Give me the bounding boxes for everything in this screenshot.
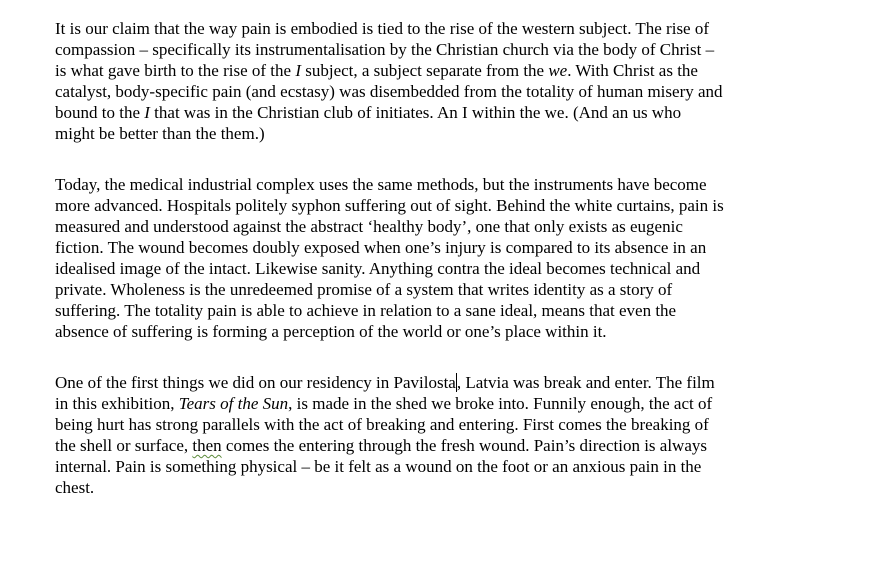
text-run: might be better than the them.) bbox=[55, 124, 265, 143]
text-run: idealised image of the intact. Likewise sanity. Anything contra the ideal becomes technical and bbox=[55, 259, 701, 278]
text-line bbox=[55, 477, 830, 498]
text-run: in this exhibition, bbox=[55, 394, 179, 413]
text-line bbox=[55, 81, 830, 102]
text-run: is what gave birth to the rise of the bbox=[55, 61, 296, 80]
text-line bbox=[55, 393, 830, 414]
text-run: absence of suffering is forming a perception of the world or one’s place within it. bbox=[55, 322, 607, 341]
text-line bbox=[55, 435, 830, 456]
text-run: more advanced. Hospitals politely syphon suffering out of sight. Behind the white curtains, pain is bbox=[55, 196, 724, 215]
text-line bbox=[55, 102, 830, 123]
text-run: . With Christ as the bbox=[567, 61, 698, 80]
text-run: private. Wholeness is the unredeemed promise of a system that writes identity as a story of bbox=[55, 280, 673, 299]
text-run: bound to the bbox=[55, 103, 145, 122]
text-run: measured and understood against the abstract ‘healthy body’, one that only exists as eugenic bbox=[55, 217, 683, 236]
text-run: , Latvia was break and enter. The film bbox=[456, 373, 715, 392]
text-run: chest. bbox=[55, 478, 95, 497]
text-run: internal. Pain is something physical – be it felt as a wound on the foot or an anxious pain in the bbox=[55, 457, 702, 476]
text-line bbox=[55, 195, 830, 216]
text-run: catalyst, body-specific pain (and ecstasy) was disembedded from the totality of human misery and bbox=[55, 82, 723, 101]
text-run: , is made in the shed we broke into. Funnily enough, the act of bbox=[288, 394, 713, 413]
text-line bbox=[55, 216, 830, 237]
text-line bbox=[55, 321, 830, 342]
italic-text: I bbox=[144, 103, 150, 122]
text-run: Today, the medical industrial complex uses the same methods, but the instruments have become bbox=[55, 175, 707, 194]
text-line bbox=[55, 372, 830, 393]
paragraph-2 bbox=[55, 174, 830, 342]
text-line bbox=[55, 174, 830, 195]
text-line bbox=[55, 456, 830, 477]
italic-text: we bbox=[548, 61, 568, 80]
text-run: comes the entering through the fresh wound. Pain’s direction is always bbox=[221, 436, 707, 455]
text-line bbox=[55, 237, 830, 258]
text-line bbox=[55, 39, 830, 60]
text-run: suffering. The totality pain is able to achieve in relation to a sane ideal, means that even the bbox=[55, 301, 677, 320]
text-run: fiction. The wound becomes doubly exposed when one’s injury is compared to its absence in an bbox=[55, 238, 707, 257]
text-line bbox=[55, 258, 830, 279]
text-run: the shell or surface, bbox=[55, 436, 193, 455]
text-line bbox=[55, 279, 830, 300]
text-run: being hurt has strong parallels with the act of breaking and entering. First comes the breaking of bbox=[55, 415, 709, 434]
italic-text: Tears of the Sun bbox=[178, 394, 289, 413]
text-run: compassion – specifically its instrumentalisation by the Christian church via the body of Christ – bbox=[55, 40, 715, 59]
paragraph-1 bbox=[55, 18, 830, 144]
text-run: subject, a subject separate from the bbox=[300, 61, 549, 80]
paragraph-3 bbox=[55, 372, 830, 498]
text-run: It is our claim that the way pain is embodied is tied to the rise of the western subject. The rise of bbox=[55, 19, 710, 38]
italic-text: I bbox=[295, 61, 301, 80]
document-body[interactable] bbox=[55, 18, 830, 498]
text-line bbox=[55, 60, 830, 81]
text-line bbox=[55, 18, 830, 39]
text-line bbox=[55, 300, 830, 321]
text-line bbox=[55, 123, 830, 144]
grammar-flagged-word: then bbox=[192, 436, 222, 455]
text-run: that was in the Christian club of initiates. An I within the we. (And an us who bbox=[149, 103, 682, 122]
text-run: One of the first things we did on our residency in Pavilosta bbox=[55, 373, 456, 392]
text-line bbox=[55, 414, 830, 435]
